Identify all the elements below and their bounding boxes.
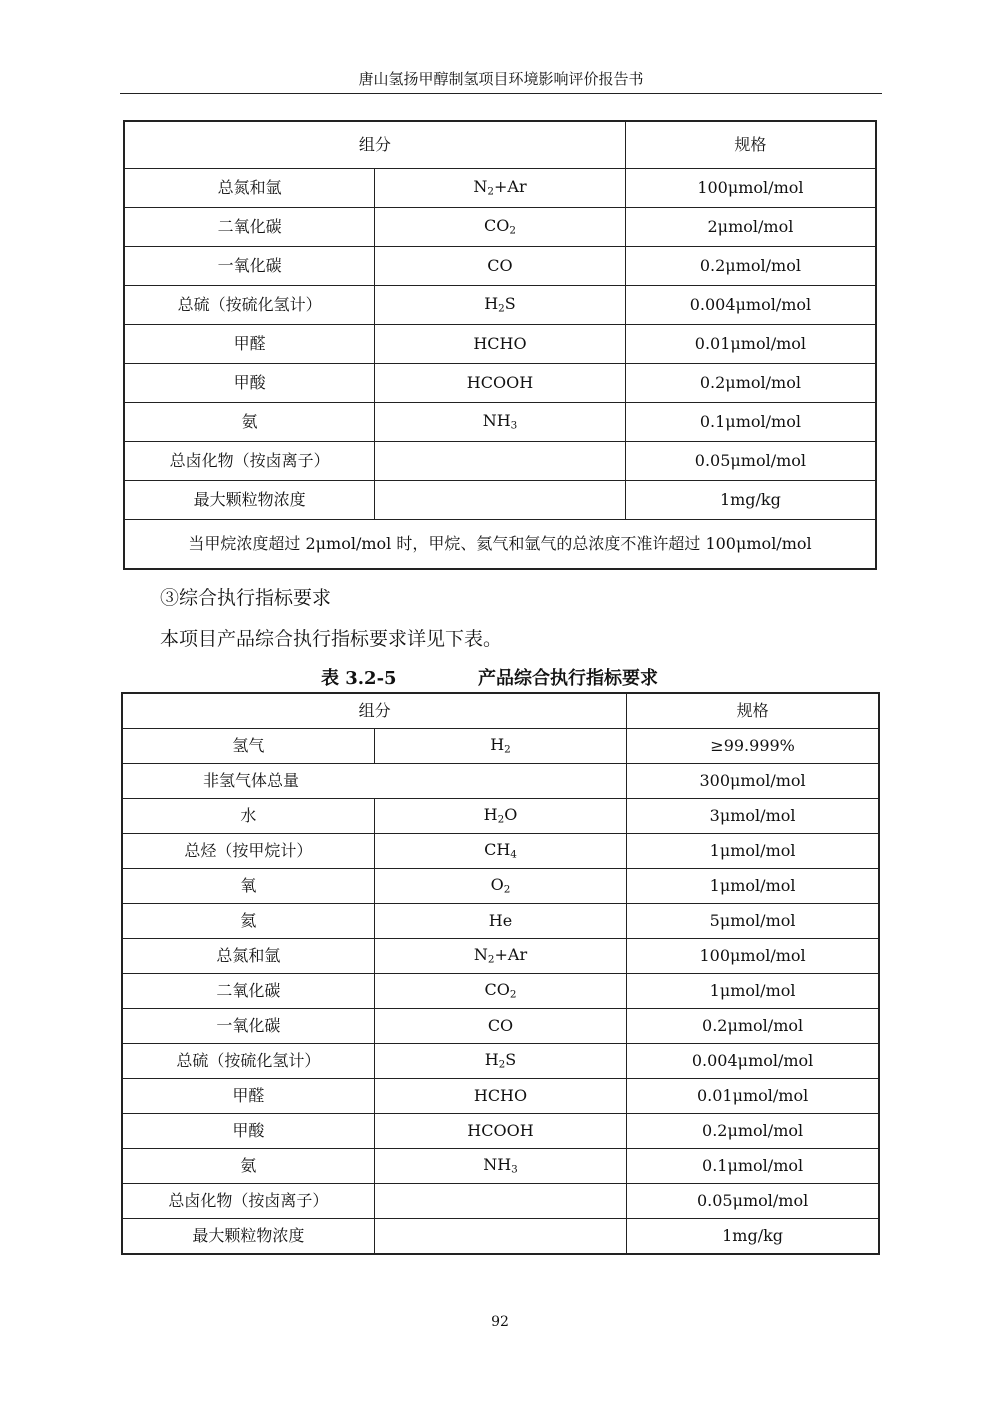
component-formula xyxy=(375,481,626,520)
table-note-row xyxy=(124,520,876,570)
component-spec: 300μmol/mol xyxy=(627,764,879,799)
component-formula: $H_2O$ xyxy=(374,799,626,834)
table-row xyxy=(122,904,879,939)
component-spec: 2μmol/mol xyxy=(625,208,876,247)
component-name: 氢气 xyxy=(122,729,374,764)
component-formula: $N_2+Ar$ xyxy=(374,939,626,974)
component-name: 甲酸 xyxy=(122,1114,374,1149)
component-spec: ≥99.999% xyxy=(627,729,879,764)
header-component: 组分 xyxy=(122,693,627,729)
component-formula: HCHO xyxy=(374,1079,626,1114)
table-header-row xyxy=(122,693,879,729)
component-name: 甲醛 xyxy=(122,1079,374,1114)
table-row xyxy=(122,939,879,974)
table-row xyxy=(122,1009,879,1044)
table-row xyxy=(122,799,879,834)
component-name: 一氧化碳 xyxy=(122,1009,374,1044)
table-row xyxy=(124,286,876,325)
component-spec: 3μmol/mol xyxy=(627,799,879,834)
component-formula: $CO_2$ xyxy=(374,974,626,1009)
component-spec: 0.2μmol/mol xyxy=(627,1114,879,1149)
component-formula: He xyxy=(374,904,626,939)
component-spec: 1μmol/mol xyxy=(627,834,879,869)
component-spec: 5μmol/mol xyxy=(627,904,879,939)
component-name: 二氧化碳 xyxy=(122,974,374,1009)
component-spec: 0.004μmol/mol xyxy=(627,1044,879,1079)
table-caption-title: 产品综合执行指标要求 xyxy=(478,668,658,689)
component-formula: $H_2$ xyxy=(374,729,626,764)
component-name: 最大颗粒物浓度 xyxy=(124,481,375,520)
component-spec: 1mg/kg xyxy=(627,1219,879,1255)
component-spec: 0.2μmol/mol xyxy=(625,364,876,403)
component-spec: 1μmol/mol xyxy=(627,869,879,904)
component-formula: HCOOH xyxy=(374,1114,626,1149)
component-formula: $H_2S$ xyxy=(374,1044,626,1079)
table-row xyxy=(124,208,876,247)
running-header: 唐山氢扬甲醇制氢项目环境影响评价报告书 xyxy=(358,70,644,88)
section-heading: ③综合执行指标要求 xyxy=(160,587,332,609)
table-row xyxy=(124,325,876,364)
component-formula xyxy=(374,1184,626,1219)
gas-spec-table-1 xyxy=(123,120,877,570)
component-spec: 0.1μmol/mol xyxy=(627,1149,879,1184)
table-row xyxy=(124,169,876,208)
header-spec: 规格 xyxy=(627,693,879,729)
header-rule xyxy=(120,93,882,94)
component-name: 氨 xyxy=(124,403,375,442)
component-spec: 100μmol/mol xyxy=(627,939,879,974)
table-row xyxy=(122,974,879,1009)
component-spec: 0.2μmol/mol xyxy=(627,1009,879,1044)
page-number: 92 xyxy=(491,1314,509,1330)
component-name: 一氧化碳 xyxy=(124,247,375,286)
component-name: 总硫（按硫化氢计） xyxy=(124,286,375,325)
table-row xyxy=(124,442,876,481)
component-name: 最大颗粒物浓度 xyxy=(122,1219,374,1255)
table-row xyxy=(124,403,876,442)
component-spec: 0.05μmol/mol xyxy=(627,1184,879,1219)
table-caption-number: 表 3.2-5 xyxy=(321,668,397,689)
table-row xyxy=(122,1219,879,1255)
component-formula: $NH_3$ xyxy=(375,403,626,442)
table-row xyxy=(124,481,876,520)
component-spec: 1μmol/mol xyxy=(627,974,879,1009)
component-name: 二氧化碳 xyxy=(124,208,375,247)
component-formula: $N_2+Ar$ xyxy=(375,169,626,208)
component-name: 甲醛 xyxy=(124,325,375,364)
table-row xyxy=(122,869,879,904)
component-spec: 0.2μmol/mol xyxy=(625,247,876,286)
component-name: 甲酸 xyxy=(124,364,375,403)
section-intro: 本项目产品综合执行指标要求详见下表。 xyxy=(160,628,503,650)
table-row xyxy=(122,764,879,799)
gas-spec-table-2 xyxy=(121,692,880,1255)
component-formula xyxy=(374,1219,626,1255)
table-row xyxy=(122,1114,879,1149)
component-formula xyxy=(375,442,626,481)
component-formula: $O_2$ xyxy=(374,869,626,904)
component-formula: CO xyxy=(374,1009,626,1044)
component-name: 氨 xyxy=(122,1149,374,1184)
table-row xyxy=(122,834,879,869)
component-formula: CO xyxy=(375,247,626,286)
component-spec: 1mg/kg xyxy=(625,481,876,520)
component-name: 总烃（按甲烷计） xyxy=(122,834,374,869)
component-spec: 0.01μmol/mol xyxy=(627,1079,879,1114)
component-name: 氦 xyxy=(122,904,374,939)
table-header-row xyxy=(124,121,876,169)
component-formula: $CO_2$ xyxy=(375,208,626,247)
table-row xyxy=(124,247,876,286)
component-spec: 0.004μmol/mol xyxy=(625,286,876,325)
header-spec: 规格 xyxy=(625,121,876,169)
component-name: 总卤化物（按卤离子） xyxy=(124,442,375,481)
component-formula: HCOOH xyxy=(375,364,626,403)
component-spec: 0.1μmol/mol xyxy=(625,403,876,442)
component-name: 总卤化物（按卤离子） xyxy=(122,1184,374,1219)
component-name: 总氮和氩 xyxy=(122,939,374,974)
component-name: 总氮和氩 xyxy=(124,169,375,208)
table-row xyxy=(122,1184,879,1219)
table-row xyxy=(122,1044,879,1079)
table-row xyxy=(124,364,876,403)
component-spec: 0.01μmol/mol xyxy=(625,325,876,364)
component-name: 氧 xyxy=(122,869,374,904)
component-spec: 100μmol/mol xyxy=(625,169,876,208)
table-row xyxy=(122,1079,879,1114)
component-formula: $NH_3$ xyxy=(374,1149,626,1184)
component-name: 非氢气体总量 xyxy=(122,764,627,799)
component-name: 水 xyxy=(122,799,374,834)
table-row xyxy=(122,729,879,764)
header-component: 组分 xyxy=(124,121,625,169)
component-formula: $CH_4$ xyxy=(374,834,626,869)
table-note: 当甲烷浓度超过 2μmol/mol 时，甲烷、氦气和氩气的总浓度不准许超过 100μmol/mol xyxy=(124,520,876,570)
component-formula: $H_2S$ xyxy=(375,286,626,325)
component-formula: HCHO xyxy=(375,325,626,364)
component-spec: 0.05μmol/mol xyxy=(625,442,876,481)
table-row xyxy=(122,1149,879,1184)
component-name: 总硫（按硫化氢计） xyxy=(122,1044,374,1079)
